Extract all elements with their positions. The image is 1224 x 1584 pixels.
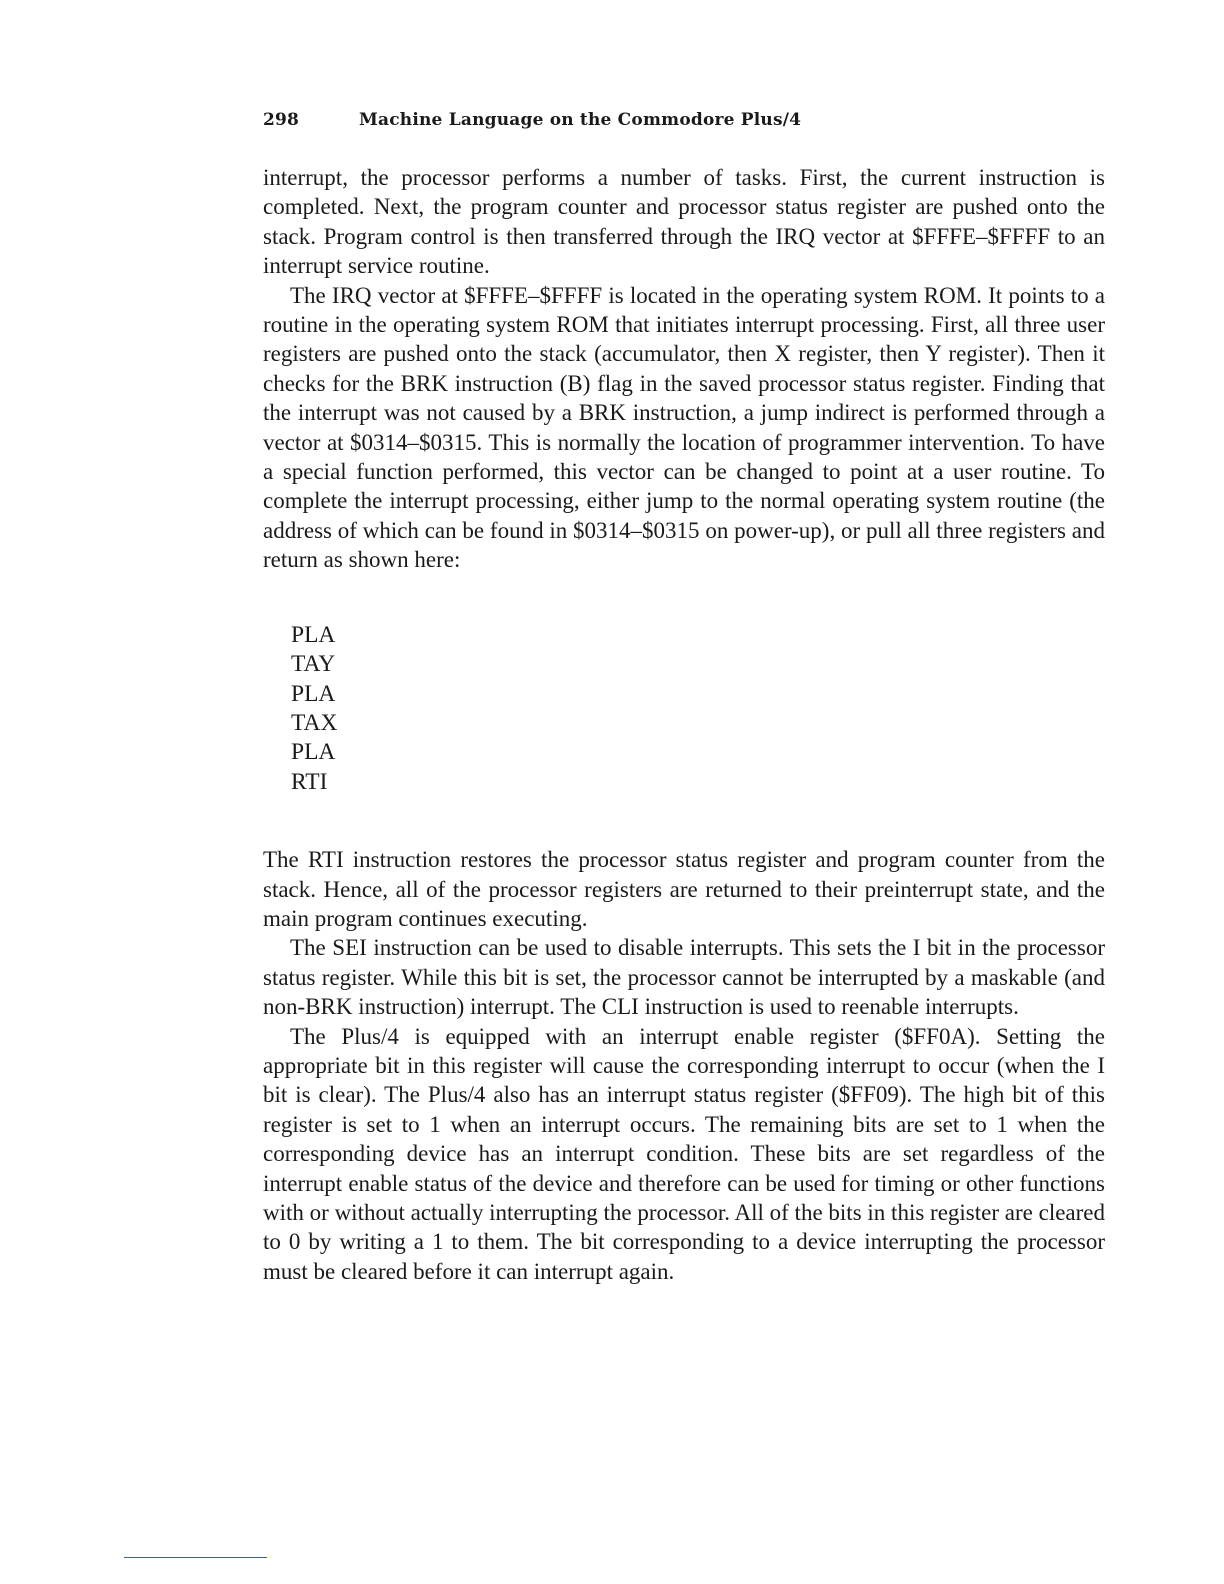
code-line: RTI [291,768,328,795]
paragraph-interrupt-enable-register: The Plus/4 is equipped with an interrupt enable register ($FF0A). Setting the appropriate bit in this register will cause the corresponding interrupt to occur (when the I bit is clear). The Plus/4 also has an interrupt status register ($FF09). The high bit of this register is set to 1 when an interrupt occurs. The remaining bits are set to 1 when the corresponding device has an interrupt condition. These bits are set regardless of the interrupt enable status of the device and therefore can be used for timing or other functions with or without actually interrupting the processor. All of the bits in this register are cleared to 0 by writing a 1 to them. The bit corresponding to a device interrupting the processor must be cleared before it can interrupt again. [263,1023,1105,1284]
code-line: PLA [291,621,336,648]
code-line: PLA [291,680,336,707]
page-number: 298 [263,110,300,130]
paragraph-rti: The RTI instruction restores the processor status register and program counter from the stack. Hence, all of the processor registers are returned to their preinterrupt state, and the main program continues executing. [263,847,1105,931]
code-listing [291,621,1105,797]
body-text [263,163,1105,1286]
code-line: TAX [291,709,338,736]
code-line: TAY [291,651,336,678]
code-line: PLA [291,739,336,766]
paragraph-continued: interrupt, the processor performs a number of tasks. First, the current instruction is completed. Next, the program counter and processor status register are pushed onto the stack. Program control is then transferred through the IRQ vector at $FFFE–$FFFF to an interrupt service routine. [263,165,1105,279]
running-header [263,110,801,130]
bottom-rule [124,1557,267,1558]
paragraph-irq-vector: The IRQ vector at $FFFE–$FFFF is located in the operating system ROM. It points to a routine in the operating system ROM that initiates interrupt processing. First, all three user registers are pushed onto the stack (accumulator, then X register, then Y register). Then it checks for the BRK instruction (B) flag in the saved processor status register. Finding that the interrupt was not caused by a BRK instruction, a jump indirect is performed through a vector at $0314–$0315. This is normally the location of programmer intervention. To have a special function performed, this vector can be changed to point at a user routine. To complete the interrupt processing, either jump to the normal operating system routine (the address of which can be found in $0314–$0315 on power-up), or pull all three registers and return as shown here: [263,282,1105,573]
paragraph-sei: The SEI instruction can be used to disable interrupts. This sets the I bit in the processor status register. While this bit is set, the processor cannot be interrupted by a maskable (and non-BRK instruction) interrupt. The CLI instruction is used to reenable interrupts. [263,935,1105,1020]
running-title: Machine Language on the Commodore Plus/4 [359,110,802,130]
